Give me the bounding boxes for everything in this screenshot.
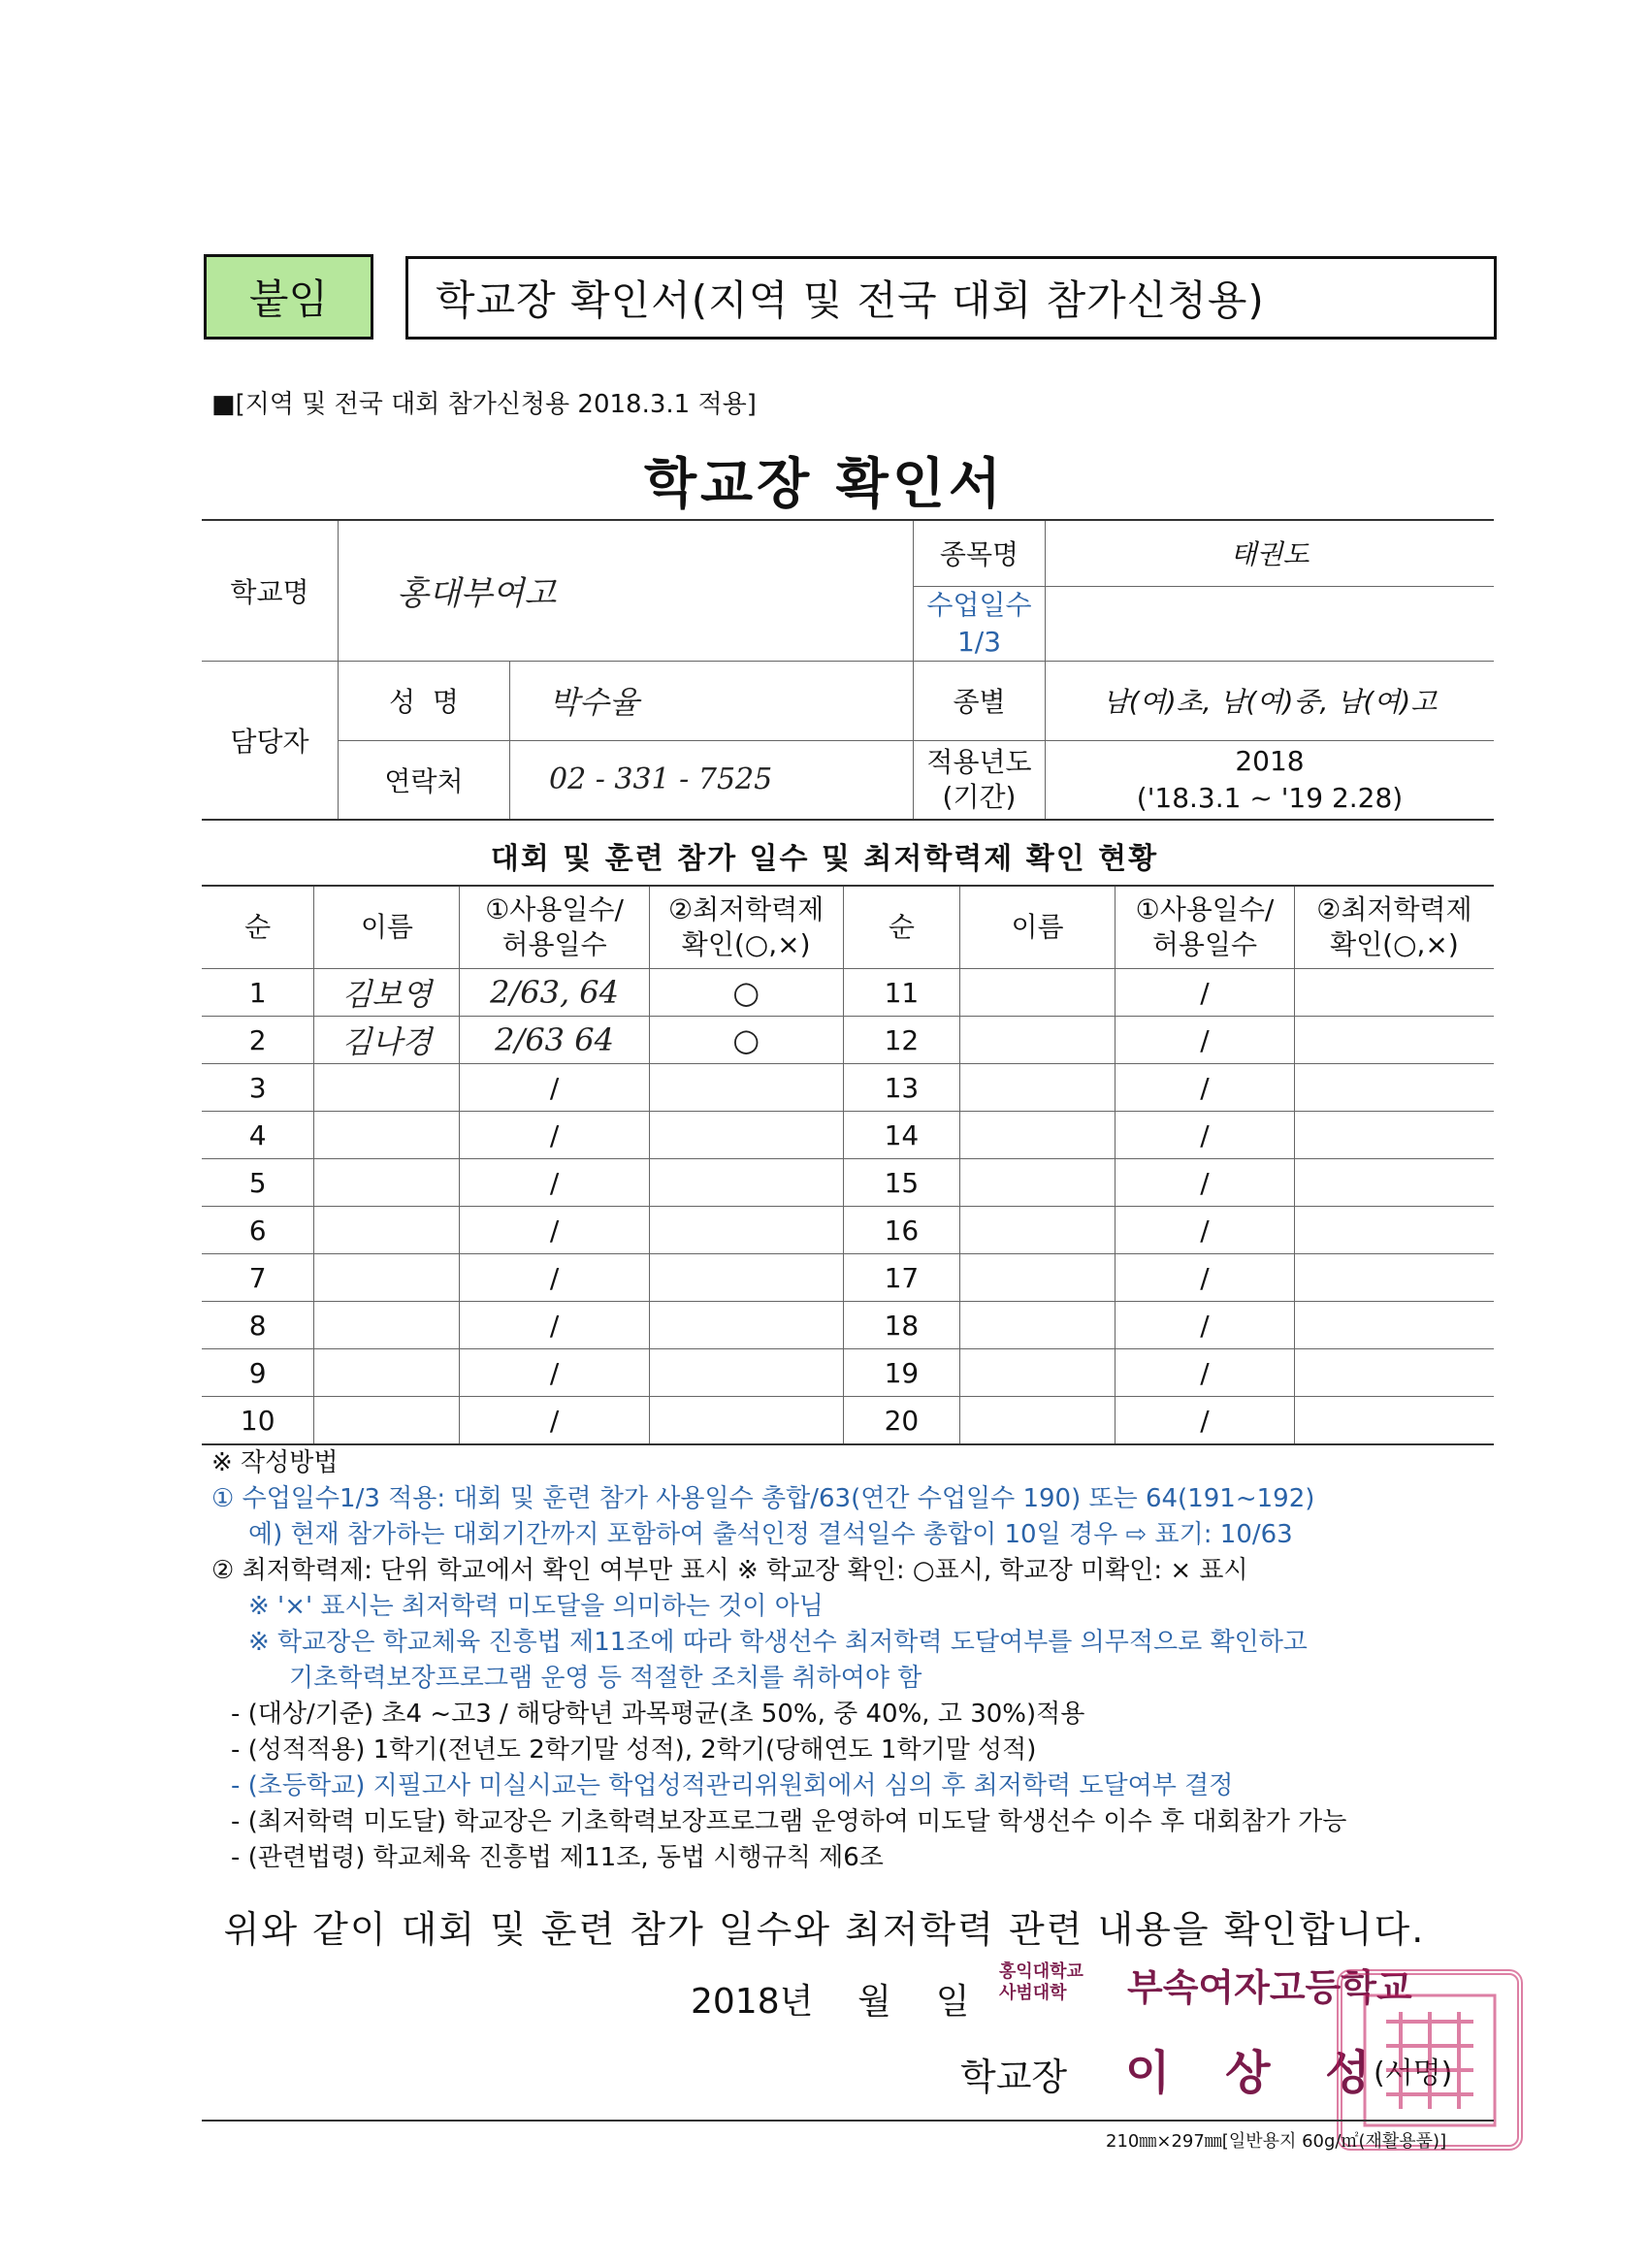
col-check-1: ②최저학력제 확인(○,×)	[649, 886, 843, 969]
row-number: 17	[843, 1254, 959, 1302]
row-days: /	[460, 1302, 649, 1349]
official-seal-stamp	[1337, 1969, 1523, 2151]
instruction-line: - (성적적용) 1학기(전년도 2학기말 성적), 2학기(당해연도 1학기말 성적)	[231, 1735, 1037, 1765]
row-check	[649, 1397, 843, 1445]
row-check	[649, 1064, 843, 1112]
table-row	[202, 1349, 1494, 1397]
row-name	[960, 1064, 1116, 1112]
principal-label: 학교장	[960, 2056, 1068, 2098]
college-name: 사범대학	[999, 1983, 1067, 2003]
row-name	[960, 1397, 1116, 1445]
col-no-1: 순	[202, 886, 314, 969]
section-title: 대회 및 훈련 참가 일수 및 최저학력제 확인 현황	[490, 842, 1159, 876]
row-days: /	[1116, 1207, 1295, 1254]
university-name: 홍익대학교	[999, 1961, 1083, 1982]
row-name	[314, 1397, 460, 1445]
name-label: 성 명	[339, 661, 510, 740]
form-subheading: ■[지역 및 전국 대회 참가신청용 2018.3.1 적용]	[211, 390, 757, 419]
row-check: ○	[649, 1017, 843, 1064]
sign-note: (서명)	[1374, 2057, 1453, 2090]
table-row	[202, 969, 1494, 1017]
row-name	[960, 1302, 1116, 1349]
row-days: /	[460, 1159, 649, 1207]
attachment-badge: 붙임	[204, 254, 373, 340]
year-cell	[1046, 740, 1495, 820]
date-line: 2018년 월 일	[691, 1982, 970, 2022]
row-number: 13	[843, 1064, 959, 1112]
instruction-line: ① 수업일수1/3 적용: 대회 및 훈련 참가 사용일수 총합/63(연간 수업일수 190) 또는 64(191~192)	[211, 1484, 1315, 1513]
row-check	[1294, 1112, 1494, 1159]
row-days: /	[1116, 1017, 1295, 1064]
manager-label: 담당자	[202, 661, 339, 820]
instruction-line: 예) 현재 참가하는 대회기간까지 포함하여 출석인정 결석일수 총합이 10일 경우 ⇨ 표기: 10/63	[248, 1520, 1293, 1549]
row-name	[960, 969, 1116, 1017]
row-days: /	[1116, 1302, 1295, 1349]
row-number: 18	[843, 1302, 959, 1349]
instruction-line: - (초등학교) 지필고사 미실시교는 학업성적관리위원회에서 심의 후 최저학력 도달여부 결정	[231, 1771, 1234, 1800]
row-check	[1294, 969, 1494, 1017]
row-days: /	[1116, 1159, 1295, 1207]
form-title-box: 학교장 확인서(지역 및 전국 대회 참가신청용)	[405, 256, 1497, 340]
row-days: /	[1116, 969, 1295, 1017]
row-name	[314, 1349, 460, 1397]
instruction-line: 기초학력보장프로그램 운영 등 적절한 조치를 취하여야 함	[289, 1664, 922, 1693]
row-check	[1294, 1159, 1494, 1207]
col-name-1: 이름	[314, 886, 460, 969]
row-name	[960, 1112, 1116, 1159]
row-check	[1294, 1349, 1494, 1397]
instruction-line: - (대상/기준) 초4 ~고3 / 해당학년 과목평균(초 50%, 중 40%, 고 30%)적용	[231, 1700, 1085, 1729]
row-number: 15	[843, 1159, 959, 1207]
name-value: 박수율	[510, 661, 914, 740]
table-row	[202, 1159, 1494, 1207]
table-row	[202, 1017, 1494, 1064]
instruction-line: - (관련법령) 학교체육 진흥법 제11조, 동법 시행규칙 제6조	[231, 1843, 884, 1872]
confirmation-text: 위와 같이 대회 및 훈련 참가 일수와 최저학력 관련 내용을 확인합니다.	[223, 1908, 1426, 1951]
row-check	[649, 1349, 843, 1397]
row-days: /	[1116, 1397, 1295, 1445]
row-check	[1294, 1017, 1494, 1064]
col-name-2: 이름	[960, 886, 1116, 969]
instruction-line: ※ 학교장은 학교체육 진흥법 제11조에 따라 학생선수 최저학력 도달여부를 의무적으로 확인하고	[248, 1628, 1308, 1657]
row-check	[649, 1302, 843, 1349]
row-name	[314, 1112, 460, 1159]
row-check	[649, 1254, 843, 1302]
row-number: 11	[843, 969, 959, 1017]
row-number: 6	[202, 1207, 314, 1254]
category-label: 종별	[914, 661, 1046, 740]
table-row	[202, 1064, 1494, 1112]
school-value: 홍대부여고	[339, 520, 914, 661]
table-row	[202, 1207, 1494, 1254]
row-number: 7	[202, 1254, 314, 1302]
row-check	[1294, 1207, 1494, 1254]
row-number: 10	[202, 1397, 314, 1445]
row-name	[960, 1159, 1116, 1207]
document-title: 학교장 확인서	[643, 453, 1006, 516]
row-number: 1	[202, 969, 314, 1017]
row-days: 2/63, 64	[460, 969, 649, 1017]
period-value: ('18.3.1 ~ '19 2.28)	[1136, 781, 1404, 814]
table-row	[202, 1254, 1494, 1302]
row-name: 김나경	[314, 1017, 460, 1064]
row-name	[314, 1302, 460, 1349]
contact-label: 연락처	[339, 740, 510, 820]
row-days: /	[460, 1112, 649, 1159]
instruction-line: - (최저학력 미도달) 학교장은 기초학력보장프로그램 운영하여 미도달 학생선수 이수 후 대회참가 가능	[231, 1807, 1347, 1836]
info-table	[202, 519, 1494, 821]
row-number: 19	[843, 1349, 959, 1397]
row-number: 5	[202, 1159, 314, 1207]
row-check: ○	[649, 969, 843, 1017]
row-days: /	[460, 1349, 649, 1397]
instruction-line: ② 최저학력제: 단위 학교에서 확인 여부만 표시 ※ 학교장 확인: ○표시, 학교장 미확인: × 표시	[211, 1556, 1248, 1585]
row-days: /	[460, 1397, 649, 1445]
row-check	[649, 1159, 843, 1207]
instruction-line: ※ 작성방법	[211, 1448, 339, 1477]
row-number: 2	[202, 1017, 314, 1064]
row-name	[960, 1017, 1116, 1064]
row-days: /	[1116, 1254, 1295, 1302]
row-days: /	[1116, 1112, 1295, 1159]
instruction-line: ※ '×' 표시는 최저학력 미도달을 의미하는 것이 아님	[248, 1592, 824, 1621]
contact-value: 02 - 331 - 7525	[510, 740, 914, 820]
table-row	[202, 1112, 1494, 1159]
row-check	[1294, 1397, 1494, 1445]
row-days: /	[460, 1207, 649, 1254]
row-check	[1294, 1254, 1494, 1302]
school-days-label: 수업일수 1/3	[914, 586, 1046, 661]
row-check	[649, 1207, 843, 1254]
year-label: 적용년도 (기간)	[914, 740, 1046, 820]
row-number: 12	[843, 1017, 959, 1064]
row-days: /	[460, 1064, 649, 1112]
paper-spec: 210㎜×297㎜[일반용지 60g/㎡(재활용품)]	[1106, 2131, 1447, 2152]
row-name	[314, 1064, 460, 1112]
row-number: 14	[843, 1112, 959, 1159]
row-number: 20	[843, 1397, 959, 1445]
row-number: 3	[202, 1064, 314, 1112]
row-check	[649, 1112, 843, 1159]
row-days: /	[1116, 1349, 1295, 1397]
row-days: /	[1116, 1064, 1295, 1112]
col-days-2: ①사용일수/ 허용일수	[1116, 886, 1295, 969]
principal-name: 이 상 성	[1125, 2046, 1390, 2100]
sport-value: 태권도	[1046, 520, 1495, 586]
row-number: 4	[202, 1112, 314, 1159]
col-no-2: 순	[843, 886, 959, 969]
col-check-2: ②최저학력제 확인(○,×)	[1294, 886, 1494, 969]
bottom-rule	[202, 2120, 1494, 2122]
row-number: 8	[202, 1302, 314, 1349]
row-days: 2/63 64	[460, 1017, 649, 1064]
row-name	[314, 1159, 460, 1207]
row-name	[960, 1254, 1116, 1302]
row-number: 16	[843, 1207, 959, 1254]
school-label: 학교명	[202, 520, 339, 661]
row-name	[314, 1254, 460, 1302]
table-row	[202, 1302, 1494, 1349]
row-name	[314, 1207, 460, 1254]
instructions	[211, 1445, 1511, 1876]
participants-table	[202, 885, 1494, 1445]
row-check	[1294, 1064, 1494, 1112]
category-value: 남(여)초, 남(여)중, 남(여)고	[1046, 661, 1495, 740]
row-number: 9	[202, 1349, 314, 1397]
row-name: 김보영	[314, 969, 460, 1017]
col-days-1: ①사용일수/ 허용일수	[460, 886, 649, 969]
row-days: /	[460, 1254, 649, 1302]
sport-label: 종목명	[914, 520, 1046, 586]
table-row	[202, 1397, 1494, 1445]
year-value: 2018	[1235, 744, 1305, 777]
row-name	[960, 1349, 1116, 1397]
school-days-value	[1046, 586, 1495, 661]
row-check	[1294, 1302, 1494, 1349]
row-name	[960, 1207, 1116, 1254]
school-full-name: 부속여자고등학교	[1127, 1966, 1412, 2009]
